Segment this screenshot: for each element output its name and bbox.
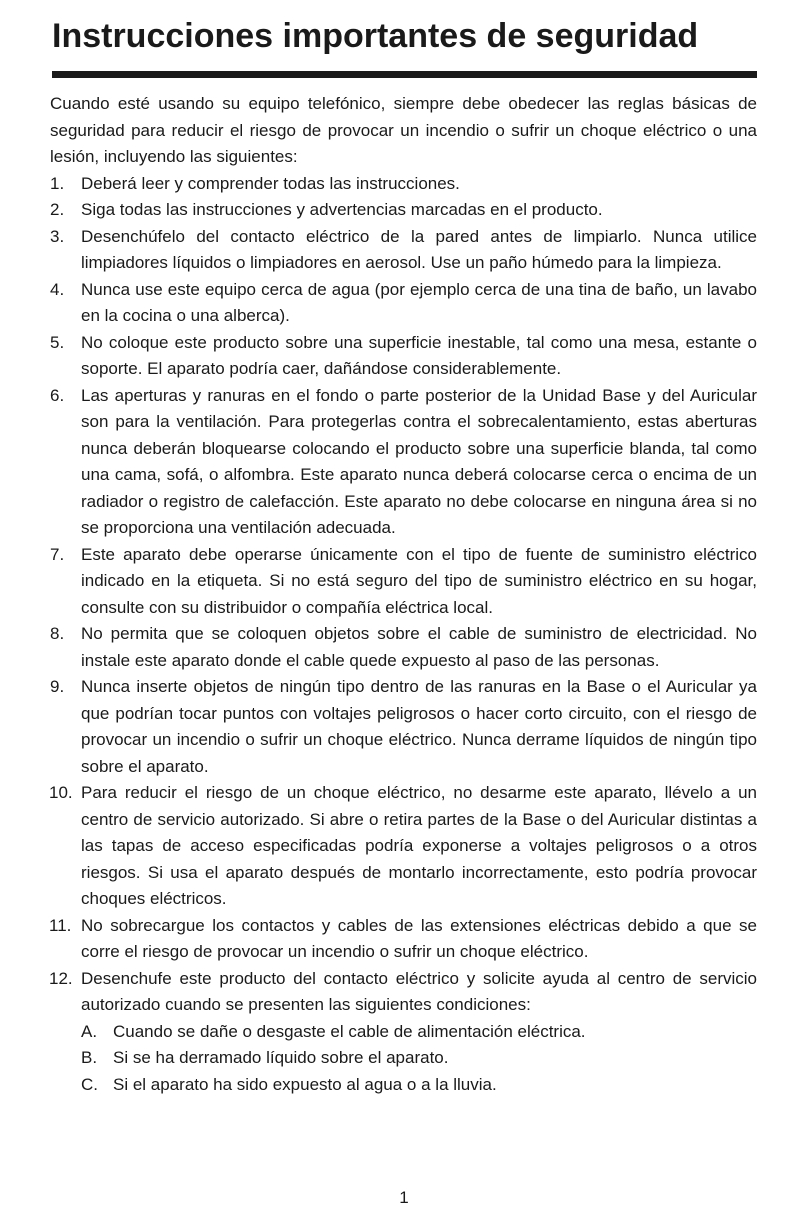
item-number: 8. [50, 624, 65, 643]
sub-item-text: Cuando se dañe o desgaste el cable de alimentación eléctrica. [113, 1021, 586, 1041]
item-number: 12. [49, 968, 73, 988]
list-item [50, 277, 757, 330]
item-number: 9. [50, 677, 65, 696]
item-text: Las aperturas y ranuras en el fondo o parte posterior de la Unidad Base y del Auricular son para la ventilación. Para protegerlas contra el sobrecalentamiento, estas aberturas nunca deberán bloquearse colocando el producto sobre una superficie blanda, tal como una cama, sofá, o alfombra. Este aparato nunca deberá colocarse cerca o encima de un radiador o registro de calefacción. Este aparato no debe colocarse en ninguna área si no se proporciona una ventilación adecuada. [81, 385, 757, 537]
page-number: 1 [399, 1188, 409, 1207]
document-body [50, 91, 757, 1098]
sub-item-text: Si se ha derramado líquido sobre el aparato. [113, 1048, 449, 1067]
item-text: Siga todas las instrucciones y advertencias marcadas en el producto. [81, 200, 603, 219]
intro-paragraph: Cuando esté usando su equipo telefónico, siempre debe obedecer las reglas básicas de seguridad para reducir el riesgo de provocar un incendio o sufrir un choque eléctrico o una lesión, incluyendo las siguientes: [50, 94, 757, 166]
sub-list-item [81, 1045, 757, 1072]
list-item [50, 330, 757, 383]
list-item [50, 621, 757, 674]
item-number: 2. [50, 200, 65, 219]
item-number: 3. [50, 226, 65, 246]
item-text: Desenchufe este producto del contacto eléctrico y solicite ayuda al centro de servicio autorizado cuando se presenten las siguientes condiciones: [81, 968, 757, 1014]
item-text: No coloque este producto sobre una superficie inestable, tal como una mesa, estante o soporte. El aparato podría caer, dañándose considerablemente. [81, 332, 757, 378]
list-item [50, 197, 757, 224]
sub-item-text: Si el aparato ha sido expuesto al agua o a la lluvia. [113, 1074, 497, 1094]
item-text: No sobrecargue los contactos y cables de las extensiones eléctricas debido a que se corre el riesgo de provocar un incendio o sufrir un choque eléctrico. [81, 915, 757, 961]
list-item [50, 171, 757, 198]
item-text: Desenchúfelo del contacto eléctrico de la pared antes de limpiarlo. Nunca utilice limpiadores líquidos o limpiadores en aerosol. Use un paño húmedo para la limpieza. [81, 226, 757, 272]
item-number: 10. [49, 783, 73, 802]
sub-item-letter: A. [81, 1021, 98, 1041]
item-text: Nunca inserte objetos de ningún tipo dentro de las ranuras en la Base o el Auricular ya que podrían tocar puntos con voltajes peligrosos o hacer corto circuito, con el riesgo de provocar un incendio o sufrir un choque eléctrico. Nunca derrame líquidos de ningún tipo sobre el aparato. [81, 677, 757, 776]
item-number: 7. [50, 544, 65, 564]
sub-list-item [81, 1072, 757, 1099]
item-text: No permita que se coloquen objetos sobre el cable de suministro de electricidad. No instale este aparato donde el cable quede expuesto al paso de las personas. [81, 624, 757, 670]
title-divider [52, 71, 757, 78]
list-item [50, 542, 757, 622]
item-number: 4. [50, 279, 65, 299]
item-text: Este aparato debe operarse únicamente con el tipo de fuente de suministro eléctrico indicado en la etiqueta. Si no está seguro del tipo de suministro eléctrico en su hogar, consulte con su distribuidor o compañía eléctrica local. [81, 544, 757, 617]
list-item [50, 966, 757, 1099]
safety-list [50, 171, 757, 1099]
list-item [50, 224, 757, 277]
sub-item-letter: B. [81, 1048, 98, 1067]
item-number: 1. [50, 173, 65, 193]
list-item [50, 780, 757, 913]
item-text: Deberá leer y comprender todas las instrucciones. [81, 173, 460, 193]
list-item [50, 674, 757, 780]
page-title: Instrucciones importantes de seguridad [52, 17, 699, 55]
sub-item-letter: C. [81, 1074, 98, 1094]
item-text: Para reducir el riesgo de un choque eléctrico, no desarme este aparato, llévelo a un centro de servicio autorizado. Si abre o retira partes de la Base o del Auricular distintas a las tapas de acceso especificadas podría exponerse a voltajes peligrosos o a otros riesgos. Si usa el aparato después de montarlo incorrectamente, esto podría provocar choques eléctricos. [81, 783, 757, 908]
item-number: 11. [49, 915, 72, 935]
sub-list-item [81, 1019, 757, 1046]
list-item [50, 913, 757, 966]
item-number: 6. [50, 385, 65, 405]
list-item [50, 383, 757, 542]
condition-list [81, 1019, 757, 1099]
item-number: 5. [50, 332, 65, 352]
item-text: Nunca use este equipo cerca de agua (por ejemplo cerca de una tina de baño, un lavabo en la cocina o una alberca). [81, 279, 757, 325]
